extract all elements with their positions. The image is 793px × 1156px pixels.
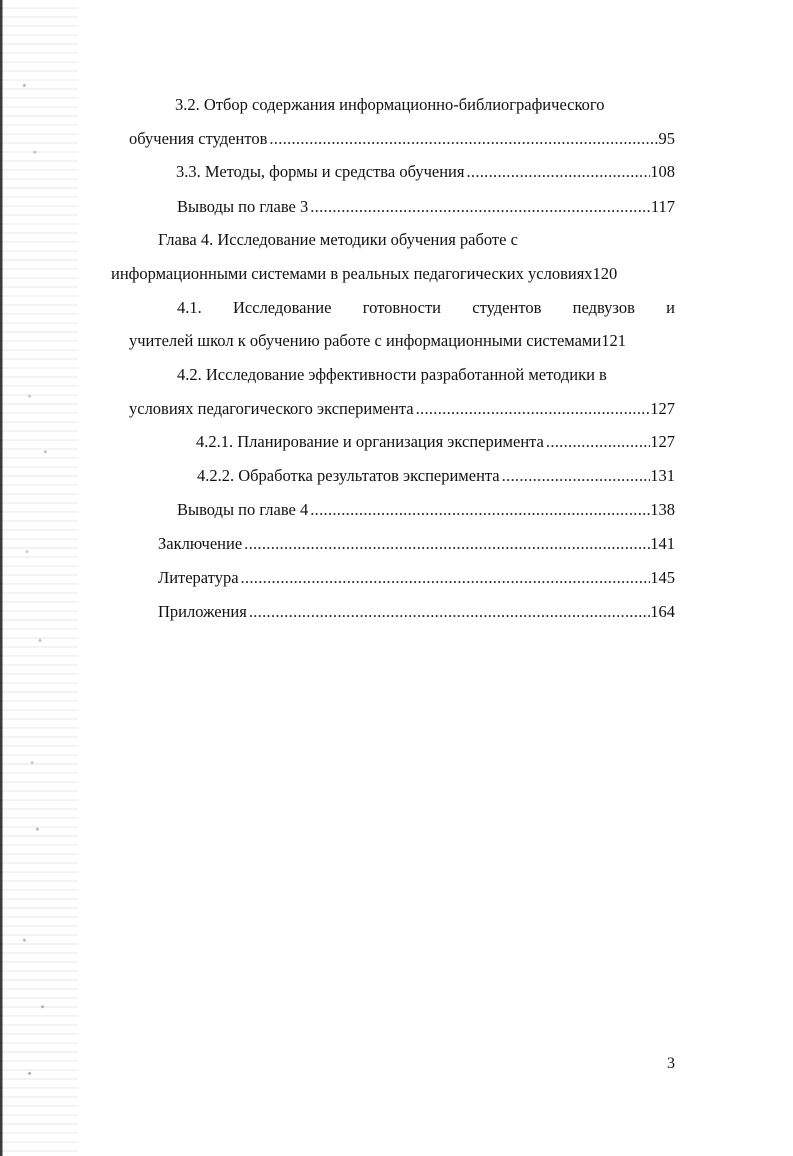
toc-entry-appendices xyxy=(158,599,675,625)
toc-entry-appendices-page: 164 xyxy=(650,602,675,621)
toc-entry-conclusions-3 xyxy=(177,194,675,220)
toc-dot-leader xyxy=(247,599,650,625)
toc-entry-3-2-title-line1: 3.2. Отбор содержания информационно-библиографического xyxy=(175,95,605,114)
toc-dot-leader xyxy=(308,194,651,220)
toc-entry-3-3-page: 108 xyxy=(650,162,675,181)
toc-entry-conclusions-4 xyxy=(177,497,675,523)
toc-entry-3-3-title: 3.3. Методы, формы и средства обучения xyxy=(176,162,465,181)
toc-entry-3-2-line1 xyxy=(175,92,675,118)
toc-entry-4-2-2-page: 131 xyxy=(650,466,675,485)
toc-entry-literature-page: 145 xyxy=(650,568,675,587)
toc-dot-leader xyxy=(267,126,658,152)
toc-entry-3-2-page: 95 xyxy=(658,129,675,148)
toc-entry-4-2-2 xyxy=(197,463,675,489)
toc-entry-4-2-title-line1: 4.2. Исследование эффективности разработанной методики в xyxy=(177,365,607,384)
toc-entry-4-1-line1 xyxy=(177,295,675,321)
toc-entry-literature xyxy=(158,565,675,591)
toc-dot-leader xyxy=(464,159,650,185)
toc-entry-3-2-title-line2: обучения студентов xyxy=(129,129,268,148)
toc-entry-chapter-4-title-line2: информационными системами в реальных педагогических условиях xyxy=(111,264,593,283)
toc-entry-4-2-page: 127 xyxy=(650,399,675,418)
toc-entry-chapter-4-line1 xyxy=(158,227,675,253)
toc-entry-3-3 xyxy=(176,159,675,185)
toc-entry-4-2-title-line2: условиях педагогического эксперимента xyxy=(129,399,414,418)
toc-entry-4-2-1-title: 4.2.1. Планирование и организация эксперимента xyxy=(196,432,544,451)
toc-entry-4-1-page: 121 xyxy=(601,331,626,350)
toc-entry-4-1-title-line2: учителей школ к обучению работе с информационными системами xyxy=(129,331,602,350)
toc-entry-chapter-4-page: 120 xyxy=(592,264,618,283)
toc-dot-leader xyxy=(500,463,651,489)
toc-dot-leader xyxy=(414,396,651,422)
toc-entry-conclusions-4-title: Выводы по главе 4 xyxy=(177,500,309,519)
toc-dot-leader xyxy=(544,429,650,455)
toc-entry-4-2-1 xyxy=(196,429,675,455)
toc-entry-chapter-4-line2 xyxy=(111,261,690,287)
toc-entry-conclusions-4-page: 138 xyxy=(650,500,675,519)
toc-entry-4-2-2-title: 4.2.2. Обработка результатов эксперимента xyxy=(197,466,500,485)
toc-dot-leader xyxy=(239,565,651,591)
toc-entry-chapter-4-title-line1: Глава 4. Исследование методики обучения работе с xyxy=(158,230,518,249)
toc-entry-literature-title: Литература xyxy=(158,568,239,587)
toc-entry-conclusion xyxy=(158,531,675,557)
toc-entry-3-2-line2 xyxy=(129,126,675,152)
toc-entry-4-2-line2 xyxy=(129,396,675,422)
toc-entry-conclusion-page: 141 xyxy=(650,534,675,553)
toc-dot-leader xyxy=(308,497,650,523)
toc-entry-conclusion-title: Заключение xyxy=(158,534,243,553)
toc-entry-4-1-line2 xyxy=(129,328,698,354)
toc-dot-leader xyxy=(242,531,650,557)
toc-entry-conclusions-3-page: 117 xyxy=(650,197,675,216)
toc-entry-appendices-title: Приложения xyxy=(158,602,247,621)
toc-entry-4-1-title-line1: 4.1. Исследование готовности студентов педвузов и xyxy=(177,298,675,317)
toc-entry-conclusions-3-title: Выводы по главе 3 xyxy=(177,197,309,216)
toc-entry-4-2-1-page: 127 xyxy=(650,432,675,451)
toc-entry-4-2-line1 xyxy=(177,362,675,388)
page-number: 3 xyxy=(667,1055,675,1072)
